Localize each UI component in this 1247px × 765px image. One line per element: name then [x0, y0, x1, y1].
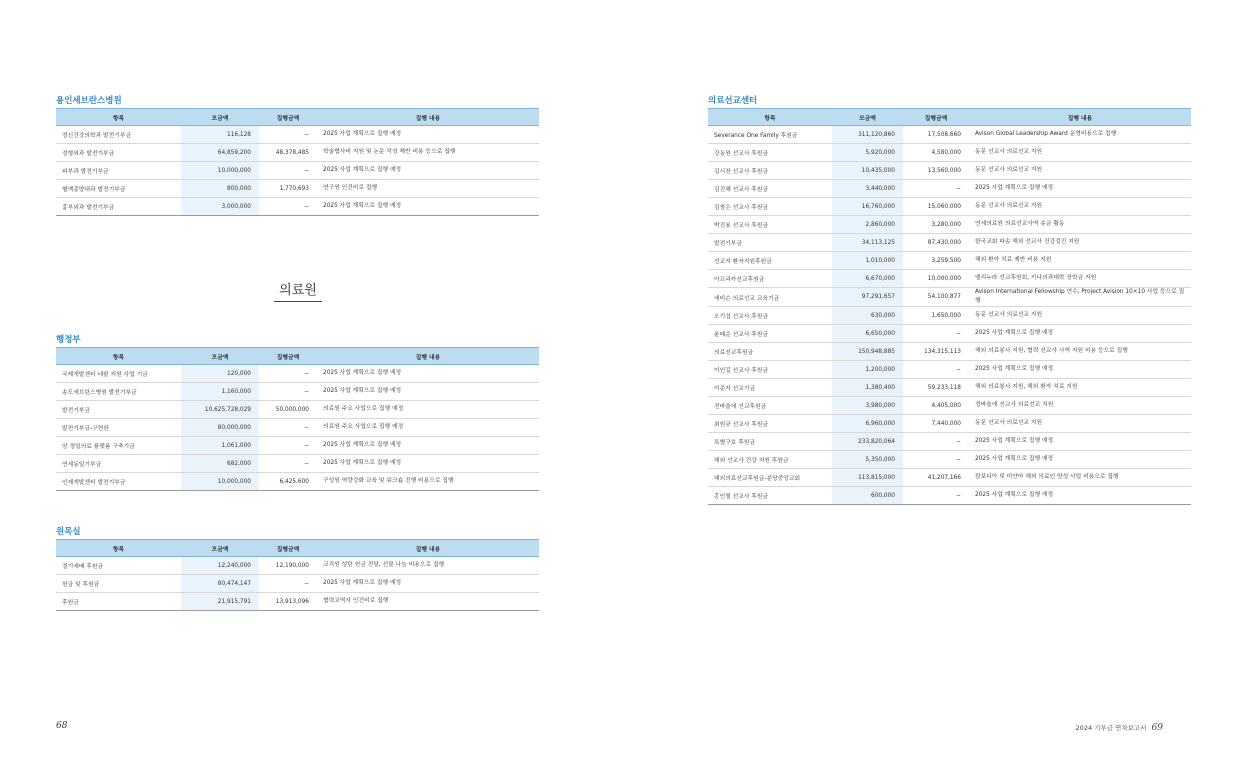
table-row: [708, 307, 1191, 325]
table-cell: 2025 사업 계획으로 집행 예정: [969, 361, 1191, 379]
table-cell: −: [259, 455, 317, 473]
table-row: [708, 433, 1191, 451]
table-cell: 12,240,000: [181, 557, 259, 575]
section-title: 의료선교센터: [708, 96, 758, 106]
table-cell: 정바울에 선교사 의료선교 지원: [969, 397, 1191, 415]
table-cell: −: [259, 437, 317, 455]
column-header: 집행금액: [259, 109, 317, 126]
table-cell: 한국교회 파송 해외 선교사 건강검진 지원: [969, 234, 1191, 252]
table-cell: 4,580,000: [903, 144, 969, 162]
table-cell: 2025 사업 계획으로 집행 예정: [969, 180, 1191, 198]
footer-title: [1076, 723, 1163, 733]
table-cell: 21,915,791: [181, 593, 259, 611]
table-cell: −: [259, 198, 317, 216]
table-cell: 의료선교후원금: [708, 343, 832, 361]
table-cell: Severance One Family 후원금: [708, 126, 832, 144]
table-cell: 인재개발센터 발전기부금: [56, 473, 181, 491]
table-cell: 50,000,000: [259, 401, 317, 419]
table-cell: 해외 의료봉사 지원, 협력 선교사 사역 지원 비용 등으로 집행: [969, 343, 1191, 361]
table-row: [56, 455, 539, 473]
table-row: [708, 343, 1191, 361]
table-cell: −: [903, 451, 969, 469]
table-cell: 연세의료원 의료선교사역 송금 활동: [969, 216, 1191, 234]
table-row: [708, 270, 1191, 288]
table-cell: 10,625,728,029: [181, 401, 259, 419]
table-cell: 3,280,000: [903, 216, 969, 234]
table-cell: −: [903, 180, 969, 198]
table-header-row: [708, 109, 1191, 126]
table-row: [708, 162, 1191, 180]
donation-table: [56, 347, 539, 491]
table-row: [708, 469, 1191, 487]
mission-section: [708, 94, 1191, 505]
donation-table: [56, 539, 539, 611]
page-number-right: 69: [1151, 723, 1163, 733]
table-cell: −: [903, 487, 969, 505]
column-header: 항목: [56, 540, 181, 557]
table-cell: 10,000,000: [181, 162, 259, 180]
table-cell: Avison Global Leadership Award 운영비용으로 집행: [969, 126, 1191, 144]
table-cell: 13,913,096: [259, 593, 317, 611]
page-heading: 의료원: [274, 279, 322, 302]
page-number-left: 68: [56, 721, 68, 731]
table-row: [56, 162, 539, 180]
table-cell: 2025 사업 계획으로 집행 예정: [317, 126, 539, 144]
table-cell: 해외 의료봉사 지원, 해외 환자 치료 지원: [969, 379, 1191, 397]
table-cell: 6,650,000: [832, 325, 903, 343]
table-cell: 6,425,600: [259, 473, 317, 491]
table-cell: 48,378,485: [259, 144, 317, 162]
table-cell: 동문 선교사 의료선교 지원: [969, 144, 1191, 162]
table-cell: 아프리카선교후원금: [708, 270, 832, 288]
table-cell: 동문 선교사 의료선교 지원: [969, 415, 1191, 433]
table-header-row: [56, 540, 539, 557]
table-cell: 116,128: [181, 126, 259, 144]
table-row: [56, 144, 539, 162]
table-cell: 233,820,064: [832, 433, 903, 451]
table-cell: −: [259, 383, 317, 401]
table-cell: 5,350,000: [832, 451, 903, 469]
table-cell: −: [259, 126, 317, 144]
table-row: [708, 325, 1191, 343]
table-cell: 7,440,000: [903, 415, 969, 433]
table-cell: 150,948,885: [832, 343, 903, 361]
table-row: [708, 144, 1191, 162]
table-cell: 홍인철 선교사 후원금: [708, 487, 832, 505]
table-cell: 해외 선교사 건강 지원 후원금: [708, 451, 832, 469]
table-row: [56, 557, 539, 575]
table-cell: 동문 선교사 의료선교 지원: [969, 198, 1191, 216]
table-cell: 80,474,147: [181, 575, 259, 593]
table-cell: 김시찬 선교사 후원금: [708, 162, 832, 180]
table-cell: 구성원 역량강화 교육 및 워크숍 진행 비용으로 집행: [317, 473, 539, 491]
table-cell: 16,760,000: [832, 198, 903, 216]
table-header-row: [56, 109, 539, 126]
table-cell: 교직원 성탄 헌금 전달, 선물 나눔 비용으로 집행: [317, 557, 539, 575]
table-row: [56, 575, 539, 593]
table-cell: −: [259, 575, 317, 593]
table-cell: 해외의료선교후원금-분당중앙교회: [708, 469, 832, 487]
table-row: [708, 379, 1191, 397]
table-cell: 10,000,000: [903, 270, 969, 288]
table-cell: 선교지 환자지원후원금: [708, 252, 832, 270]
table-cell: 5,920,000: [832, 144, 903, 162]
table-cell: 최원규 선교사 후원금: [708, 415, 832, 433]
table-cell: 59,233,118: [903, 379, 969, 397]
table-cell: 3,980,000: [832, 397, 903, 415]
table-cell: 송도세브란스병원 발전기부금: [56, 383, 181, 401]
donation-table: [56, 108, 539, 216]
table-cell: −: [903, 361, 969, 379]
table-cell: 헌금 및 후원금: [56, 575, 181, 593]
table-cell: 이인길 선교사 후원금: [708, 361, 832, 379]
table-cell: 연구원 인건비로 집행: [317, 180, 539, 198]
table-cell: 2025 사업 계획으로 집행 예정: [317, 162, 539, 180]
table-cell: 1,160,000: [181, 383, 259, 401]
table-cell: 34,113,125: [832, 234, 903, 252]
table-cell: 협력교역자 인건비로 집행: [317, 593, 539, 611]
column-header: 항목: [56, 109, 181, 126]
table-cell: 2025 사업 계획으로 집행 예정: [969, 325, 1191, 343]
column-header: 집행금액: [903, 109, 969, 126]
table-cell: 15,060,000: [903, 198, 969, 216]
table-row: [708, 487, 1191, 505]
table-cell: 2,860,000: [832, 216, 903, 234]
table-cell: 동문 선교사 의료선교 지원: [969, 307, 1191, 325]
table-cell: 2025 사업 계획으로 집행 예정: [317, 365, 539, 383]
table-cell: 3,000,000: [181, 198, 259, 216]
table-cell: 3,259,500: [903, 252, 969, 270]
table-cell: 113,815,000: [832, 469, 903, 487]
column-header: 항목: [56, 348, 181, 365]
table-row: [56, 198, 539, 216]
table-cell: 엘리누라 선교후원회, 키나의과대학 장학금 지원: [969, 270, 1191, 288]
table-cell: 1,770,693: [259, 180, 317, 198]
table-cell: 10,435,000: [832, 162, 903, 180]
table-cell: −: [903, 325, 969, 343]
table-cell: 6,960,000: [832, 415, 903, 433]
table-row: [708, 451, 1191, 469]
yongin-section: [56, 94, 539, 216]
table-row: [56, 126, 539, 144]
column-header: 모금액: [181, 540, 259, 557]
table-cell: 정형외과 발전기부금: [56, 144, 181, 162]
table-cell: 2025 사업 계획으로 집행 예정: [317, 455, 539, 473]
table-cell: 의료원 주요 사업으로 집행 예정: [317, 419, 539, 437]
column-header: 집행 내용: [317, 109, 539, 126]
table-cell: 절기예배 후원금: [56, 557, 181, 575]
table-cell: 해외 환아 치료 제반 비용 지원: [969, 252, 1191, 270]
table-row: [708, 288, 1191, 307]
table-cell: 54,100,877: [903, 288, 969, 307]
table-header-row: [56, 348, 539, 365]
table-cell: 발전기부금: [56, 401, 181, 419]
table-cell: Avison International Fellowship 연수, Project Avision 10×10 사업 등으로 집행: [969, 288, 1191, 307]
table-cell: 2025 사업 계획으로 집행 예정: [969, 487, 1191, 505]
table-cell: 17,508,660: [903, 126, 969, 144]
table-row: [708, 198, 1191, 216]
table-cell: 12,190,000: [259, 557, 317, 575]
table-row: [56, 437, 539, 455]
table-cell: 강동원 선교사 후원금: [708, 144, 832, 162]
table-cell: 흉부외과 발전기부금: [56, 198, 181, 216]
table-cell: 1,200,000: [832, 361, 903, 379]
table-cell: 동문 선교사 의료선교 지원: [969, 162, 1191, 180]
table-cell: 윤태순 선교사 후원금: [708, 325, 832, 343]
table-cell: 학술협사비 지원 및 논문 작성 제반 비용 등으로 집행: [317, 144, 539, 162]
table-cell: 682,000: [181, 455, 259, 473]
table-cell: 이준자 선교기금: [708, 379, 832, 397]
table-row: [56, 419, 539, 437]
table-cell: −: [259, 365, 317, 383]
table-cell: 발전기부금-구현완: [56, 419, 181, 437]
table-cell: 혈액종양내과 발전기부금: [56, 180, 181, 198]
table-cell: 암 정밀의료 플랫폼 구축기금: [56, 437, 181, 455]
table-cell: 2025 사업 계획으로 집행 예정: [317, 575, 539, 593]
table-cell: 1,650,000: [903, 307, 969, 325]
table-cell: −: [259, 162, 317, 180]
footer-title-text: 2024 기부금 연차보고서: [1075, 724, 1147, 732]
table-cell: 3,440,000: [832, 180, 903, 198]
table-cell: 의료원 주요 사업으로 집행 예정: [317, 401, 539, 419]
table-cell: 600,000: [832, 487, 903, 505]
table-cell: 1,010,000: [832, 252, 903, 270]
table-cell: 311,120,860: [832, 126, 903, 144]
table-row: [56, 473, 539, 491]
chaplain-section: [56, 525, 539, 611]
column-header: 모금액: [181, 109, 259, 126]
table-cell: 1,061,000: [181, 437, 259, 455]
table-cell: 134,315,113: [903, 343, 969, 361]
table-cell: 발전기부금: [708, 234, 832, 252]
table-cell: 정신건강의학과 발전기부금: [56, 126, 181, 144]
table-row: [56, 401, 539, 419]
table-cell: 에비슨 의료선교 교육기금: [708, 288, 832, 307]
table-cell: 특별구호 후원금: [708, 433, 832, 451]
column-header: 집행금액: [259, 348, 317, 365]
table-cell: 120,000: [181, 365, 259, 383]
table-cell: 연세동일기부금: [56, 455, 181, 473]
table-cell: 97,291,657: [832, 288, 903, 307]
table-cell: −: [903, 433, 969, 451]
table-row: [56, 180, 539, 198]
section-title: 원목실: [56, 527, 81, 537]
column-header: 집행금액: [259, 540, 317, 557]
table-cell: 피부과 발전기부금: [56, 162, 181, 180]
column-header: 집행 내용: [317, 540, 539, 557]
table-row: [708, 415, 1191, 433]
table-cell: 박진용 선교사 후원금: [708, 216, 832, 234]
column-header: 집행 내용: [969, 109, 1191, 126]
column-header: 모금액: [832, 109, 903, 126]
table-cell: 2025 사업 계획으로 집행 예정: [317, 198, 539, 216]
table-cell: 국제개발센터 네팔 지원 사업 기금: [56, 365, 181, 383]
table-cell: 10,000,000: [181, 473, 259, 491]
table-cell: 41,207,166: [903, 469, 969, 487]
table-cell: 2025 사업 계획으로 집행 예정: [317, 383, 539, 401]
table-cell: 80,000,000: [181, 419, 259, 437]
table-row: [708, 234, 1191, 252]
table-cell: −: [259, 419, 317, 437]
section-title: 행정부: [56, 335, 81, 345]
table-cell: 800,000: [181, 180, 259, 198]
table-cell: 김창은 선교사 후원금: [708, 198, 832, 216]
table-cell: 김진혜 선교사 후원금: [708, 180, 832, 198]
table-cell: 전바울에 선교후원금: [708, 397, 832, 415]
table-cell: 2025 사업 계획으로 집행 예정: [969, 433, 1191, 451]
table-row: [56, 593, 539, 611]
column-header: 모금액: [181, 348, 259, 365]
table-cell: 13,560,000: [903, 162, 969, 180]
table-cell: 1,380,400: [832, 379, 903, 397]
table-cell: 캄보디아 및 미얀마 해외 의료인 양성 사업 비용으로 집행: [969, 469, 1191, 487]
table-row: [708, 180, 1191, 198]
table-row: [56, 365, 539, 383]
table-cell: 64,859,200: [181, 144, 259, 162]
column-header: 항목: [708, 109, 832, 126]
table-row: [708, 252, 1191, 270]
table-row: [708, 216, 1191, 234]
column-header: 집행 내용: [317, 348, 539, 365]
table-cell: 2025 사업 계획으로 집행 예정: [969, 451, 1191, 469]
table-cell: 4,405,000: [903, 397, 969, 415]
section-title: 용인세브란스병원: [56, 96, 122, 106]
table-cell: 2025 사업 계획으로 집행 예정: [317, 437, 539, 455]
table-row: [708, 126, 1191, 144]
table-cell: 87,430,000: [903, 234, 969, 252]
table-row: [708, 361, 1191, 379]
table-cell: 후원금: [56, 593, 181, 611]
donation-table: [708, 108, 1191, 505]
table-row: [56, 383, 539, 401]
table-cell: 630,000: [832, 307, 903, 325]
table-row: [708, 397, 1191, 415]
table-cell: 오기섭 선교사 후원금: [708, 307, 832, 325]
admin-section: [56, 333, 539, 491]
table-cell: 6,670,000: [832, 270, 903, 288]
